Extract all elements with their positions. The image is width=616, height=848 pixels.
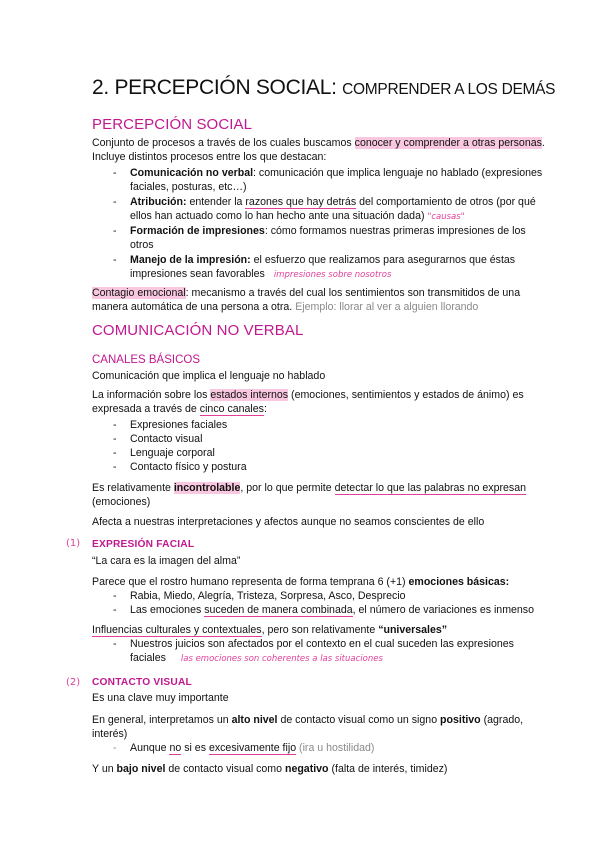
paragraph: Conjunto de procesos a través de los cuales buscamos conocer y comprender a otras personas. [92,137,545,149]
handwritten-number: (1) [66,538,81,549]
bullet-dash: - [113,590,117,602]
bullet-dash: - [113,225,117,237]
subsection-heading-visual: CONTACTO VISUAL [92,677,192,688]
subsection-heading-facial: EXPRESIÓN FACIAL [92,539,195,550]
section-heading-cnv: COMUNICACIÓN NO VERBAL [92,322,304,339]
list-item-cont: impresiones sean favorables impresiones sobre nosotros [130,268,392,280]
bullet-dash: - [113,447,117,459]
paragraph: interés) [92,728,128,740]
bullet-dash: - [113,254,117,266]
paragraph: Afecta a nuestras interpretaciones y afectos aunque no seamos conscientes de ello [92,516,485,528]
paragraph: En general, interpretamos un alto nivel de contacto visual como un signo positivo (agrado, [92,714,524,726]
paragraph: Y un bajo nivel de contacto visual como negativo (falta de interés, timidez) [92,763,448,775]
list-item: Aunque no si es excesivamente fijo (ira u hostilidad) [130,742,375,754]
list-item: Expresiones faciales [130,419,228,431]
bullet-dash: - [113,742,117,754]
paragraph: Comunicación que implica el lenguaje no hablado [92,370,326,382]
paragraph: Influencias culturales y contextuales, pero son relativamente “universales” [92,624,448,636]
handwritten-number: (2) [66,677,81,688]
list-item-cont: ellos han actuado como lo han hecho ante una situación dada) "causas" [130,210,465,222]
list-item: Lenguaje corporal [130,447,215,459]
section-heading-percepcion: PERCEPCIÓN SOCIAL [92,116,253,133]
paragraph: manera automática de una persona a otra. Ejemplo: llorar al ver a alguien llorando [92,301,479,313]
list-item: Contacto físico y postura [130,461,247,473]
bullet-dash: - [113,419,117,431]
list-item: Formación de impresiones: cómo formamos nuestras primeras impresiones de los [130,225,526,237]
list-item-cont: faciales las emociones son coherentes a las situaciones [130,652,383,664]
paragraph: Contagio emocional: mecanismo a través del cual los sentimientos son transmitidos de una [92,287,521,299]
paragraph: expresada a través de cinco canales: [92,403,267,415]
subsection-heading: CANALES BÁSICOS [92,354,201,366]
page-title: 2. PERCEPCIÓN SOCIAL: COMPRENDER A LOS DEMÁS [92,76,556,99]
bullet-dash: - [113,604,117,616]
list-item-cont: otros [130,239,154,251]
bullet-dash: - [113,167,117,179]
paragraph: Incluye distintos procesos entre los que destacan: [92,151,327,163]
list-item: Nuestros juicios son afectados por el contexto en el cual suceden las expresiones [130,638,514,650]
bullet-dash: - [113,433,117,445]
bullet-dash: - [113,461,117,473]
paragraph: Es una clave muy importante [92,692,229,704]
paragraph: (emociones) [92,496,151,508]
list-item-cont: faciales, posturas, etc…) [130,181,247,193]
quote: “La cara es la imagen del alma” [92,555,241,567]
paragraph: Es relativamente incontrolable, por lo que permite detectar lo que las palabras no expresan [92,482,526,494]
paragraph: Parece que el rostro humano representa de forma temprana 6 (+1) emociones básicas: [92,576,510,588]
list-item: Atribución: entender la razones que hay detrás del comportamiento de otros (por qué [130,196,536,208]
list-item: Manejo de la impresión: el esfuerzo que realizamos para asegurarnos que éstas [130,254,516,266]
bullet-dash: - [113,196,117,208]
bullet-dash: - [113,638,117,650]
list-item: Rabia, Miedo, Alegría, Tristeza, Sorpresa, Asco, Desprecio [130,590,406,602]
paragraph: La información sobre los estados internos (emociones, sentimientos y estados de ánimo) es [92,389,524,401]
list-item: Las emociones suceden de manera combinada, el número de variaciones es inmenso [130,604,534,616]
list-item: Contacto visual [130,433,203,445]
list-item: Comunicación no verbal: comunicación que implica lenguaje no hablado (expresiones [130,167,543,179]
